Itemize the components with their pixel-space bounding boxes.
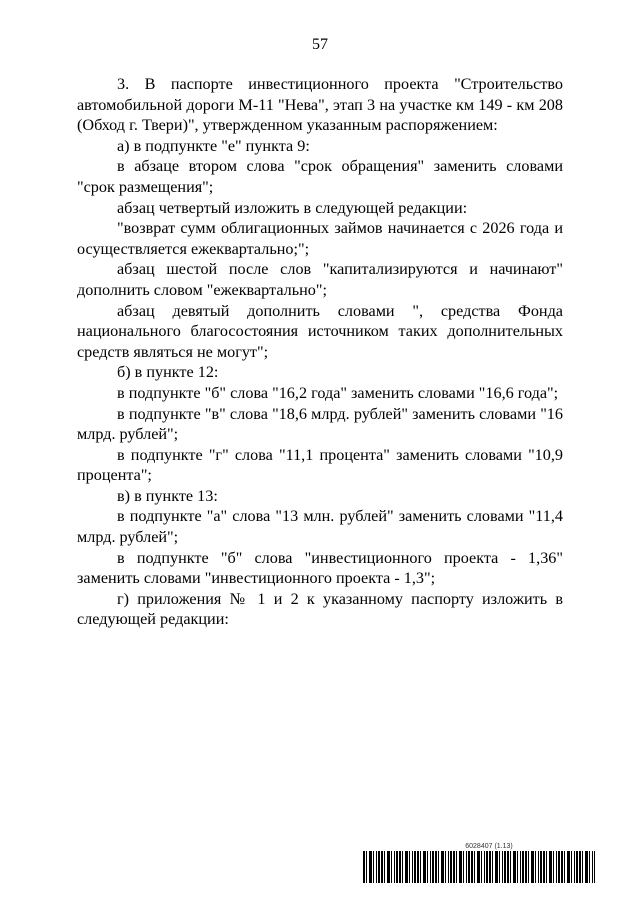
paragraph-12-b: в подпункте "б" слова "16,2 года" заменить словами "16,6 года"; — [117, 383, 559, 402]
paragraph-12-v: в подпункте "в" слова "18,6 млрд. рублей" заменить словами "16 млрд. рублей"; — [77, 404, 563, 444]
paragraph-abzac-6: абзац шестой после слов "капитализируются и начинают" дополнить словом "ежеквартально"; — [77, 260, 563, 299]
paragraph-item-3: 3. В паспорте инвестиционного проекта "Строительство автомобильной дороги М-11 "Нева", этап 3 на участке км 149 - км 208 (Обход г. Твери)", утвержденном указанным распоряжением: — [77, 75, 563, 135]
paragraph-13-b: в подпункте "б" слова "инвестиционного проекта - 1,36" заменить словами "инвестиционного проекта - 1,3"; — [77, 548, 563, 588]
paragraph-13-a: в подпункте "а" слова "13 млн. рублей" заменить словами "11,4 млрд. рублей"; — [77, 507, 563, 547]
paragraph-abzac-4: абзац четвертый изложить в следующей редакции: — [117, 198, 468, 217]
paragraph-subitem-b: б) в пункте 12: — [117, 363, 219, 382]
barcode-icon — [363, 851, 595, 883]
paragraph-abzac-2: в абзаце втором слова "срок обращения" заменить словами "срок размещения"; — [77, 157, 563, 196]
paragraph-subitem-g: г) приложения № 1 и 2 к указанному паспорту изложить в следующей редакции: — [77, 589, 563, 629]
paragraph-12-g: в подпункте "г" слова "11,1 процента" заменить словами "10,9 процента"; — [77, 445, 563, 485]
paragraph-abzac-9: абзац девятый дополнить словами ", средства Фонда национального благосостояния источником таких дополнительных средств являться не могут"; — [77, 301, 563, 361]
paragraph-subitem-a: а) в подпункте "е" пункта 9: — [117, 136, 310, 155]
paragraph-subitem-v: в) в пункте 13: — [117, 486, 218, 505]
page-number: 57 — [312, 36, 328, 53]
document-body — [77, 74, 563, 630]
document-barcode — [363, 843, 595, 883]
barcode-label: 6028407 (1.13) — [465, 843, 513, 850]
paragraph-quote-repayment: "возврат сумм облигационных займов начинается с 2026 года и осуществляется ежеквартально;"; — [77, 219, 563, 258]
